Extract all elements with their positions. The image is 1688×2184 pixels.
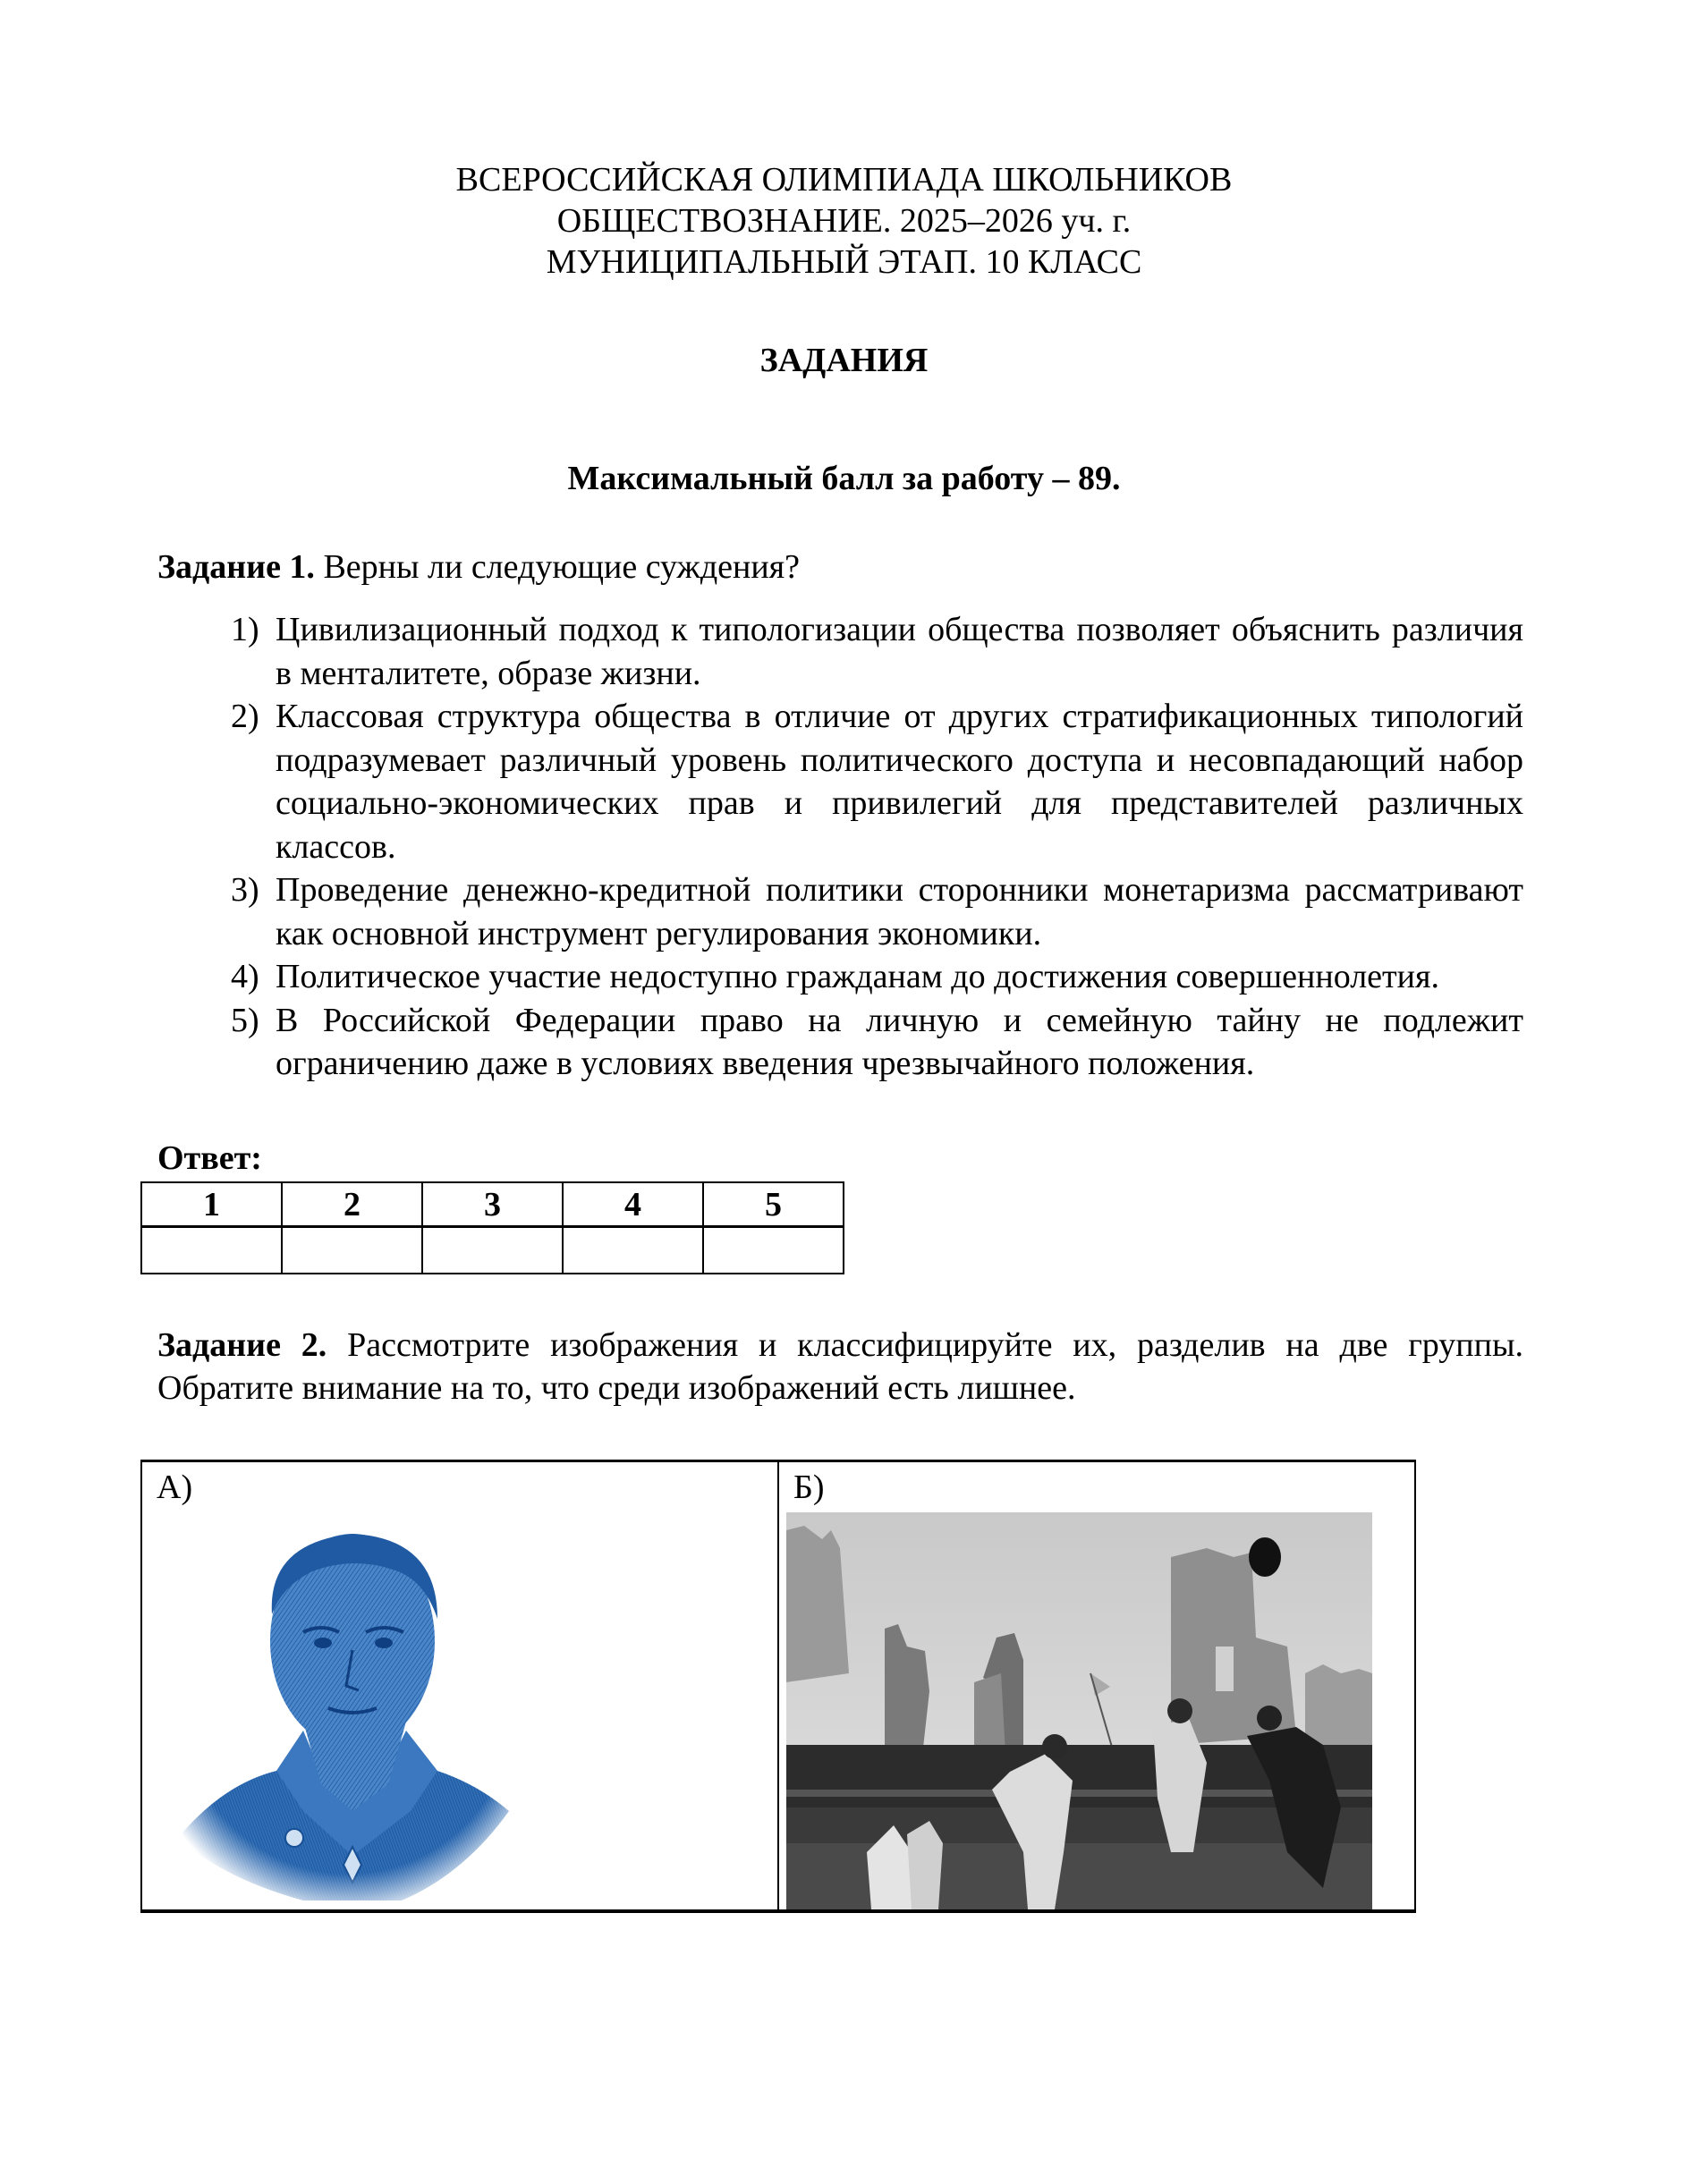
stage-class: МУНИЦИПАЛЬНЫЙ ЭТАП. 10 КЛАСС <box>546 243 1142 281</box>
football-match-photo <box>786 1512 1372 1909</box>
answer-header-cell: 5 <box>703 1182 844 1227</box>
answer-cell[interactable] <box>422 1227 563 1274</box>
statement-number: 3) <box>231 871 259 909</box>
answer-input-row <box>141 1227 844 1274</box>
subject-year: ОБЩЕСТВОЗНАНИЕ. 2025–2026 уч. г. <box>556 202 1132 240</box>
statement-text: В Российской Федерации право на личную и семейную тайну не подлежит ограничению даже в условиях введения чрезвычайного положения. <box>276 1001 1523 1082</box>
image-label-a: А) <box>157 1469 193 1506</box>
answer-label: Ответ: <box>157 1139 262 1177</box>
statement-text: Классовая структура общества в отличие от других стратификационных типологий подразумевает различный уровень политического доступа и несовпадающий набор социально-экономических прав и привилегий для представителей различных классов. <box>276 698 1523 866</box>
task1-statements <box>231 608 1523 1086</box>
answer-header-cell: 4 <box>563 1182 703 1227</box>
portrait-engraving-image <box>169 1516 527 1900</box>
task1-heading <box>157 546 1523 588</box>
task2-heading <box>157 1324 1523 1409</box>
statement-text: Проведение денежно-кредитной политики сторонники монетаризма рассматривают как основной инструмент регулирования экономики. <box>276 871 1523 952</box>
answer-header-row <box>141 1182 844 1227</box>
image-label-b: Б) <box>793 1469 825 1506</box>
image-cell-b <box>778 1461 1415 1912</box>
max-score: Максимальный балл за работу – 89. <box>567 460 1121 497</box>
answer-cell[interactable] <box>703 1227 844 1274</box>
task1-label: Задание 1. <box>157 548 315 586</box>
statement-item <box>231 868 1523 955</box>
images-table <box>140 1460 1416 1913</box>
answer-header-cell: 1 <box>141 1182 282 1227</box>
task2-text: Рассмотрите изображения и классифицируйте их, разделив на две группы. Обратите внимание на то, что среди изображений есть лишнее. <box>157 1326 1523 1407</box>
statement-number: 4) <box>231 958 259 995</box>
statement-number: 1) <box>231 611 259 648</box>
statement-item <box>231 695 1523 868</box>
statement-text: Цивилизационный подход к типологизации общества позволяет объяснить различия в менталитете, образе жизни. <box>276 611 1523 692</box>
section-title: ЗАДАНИЯ <box>759 342 929 379</box>
olympiad-title: ВСЕРОССИЙСКАЯ ОЛИМПИАДА ШКОЛЬНИКОВ <box>455 161 1233 199</box>
statement-item <box>231 955 1523 999</box>
answer-header-cell: 2 <box>282 1182 422 1227</box>
statement-number: 5) <box>231 1001 259 1039</box>
statement-item <box>231 999 1523 1086</box>
image-cell-a <box>141 1461 778 1912</box>
answer-header-cell: 3 <box>422 1182 563 1227</box>
statement-item <box>231 608 1523 695</box>
answer-table <box>140 1181 844 1274</box>
statement-text: Политическое участие недоступно гражданам до достижения совершеннолетия. <box>276 958 1439 995</box>
task2-label: Задание 2. <box>157 1326 327 1364</box>
answer-cell[interactable] <box>141 1227 282 1274</box>
answer-cell[interactable] <box>282 1227 422 1274</box>
statement-number: 2) <box>231 698 259 735</box>
task1-question: Верны ли следующие суждения? <box>314 548 801 586</box>
answer-cell[interactable] <box>563 1227 703 1274</box>
